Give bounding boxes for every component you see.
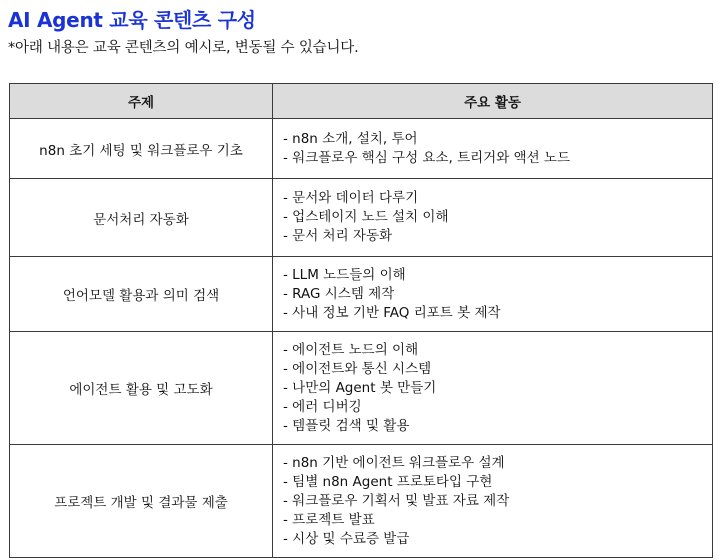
activities-cell	[273, 332, 713, 445]
activities-cell	[273, 179, 713, 257]
activity-item: - 워크플로우 핵심 구성 요소, 트리거와 액션 노드	[283, 149, 570, 166]
table-row	[10, 119, 713, 179]
activity-item: - 프로젝트 발표	[283, 511, 375, 528]
activity-item: - 문서 처리 자동화	[283, 228, 393, 244]
page-title: AI Agent 교육 콘텐츠 구성	[8, 8, 256, 32]
activity-item: - n8n 기반 에이전트 워크플로우 설계	[283, 454, 505, 471]
activity-item: - 사내 정보 기반 FAQ 리포트 봇 제작	[283, 304, 501, 321]
table-row	[10, 332, 713, 445]
activity-item: - 팀별 n8n Agent 프로토타입 구현	[283, 473, 493, 490]
curriculum-table	[9, 83, 713, 558]
disclaimer-note: *아래 내용은 교육 콘텐츠의 예시로, 변동될 수 있습니다.	[8, 40, 359, 56]
column-header-topic: 주제	[10, 84, 273, 119]
activity-item: - 문서와 데이터 다루기	[283, 190, 419, 206]
activities-cell	[273, 119, 713, 179]
column-header-activities: 주요 활동	[273, 84, 713, 119]
table-header-row	[10, 84, 713, 119]
activity-item: - 업스테이지 노드 설치 이해	[283, 209, 449, 225]
activities-cell	[273, 445, 713, 558]
activity-item: - 템플릿 검색 및 활용	[283, 417, 410, 434]
activities-cell	[273, 257, 713, 332]
topic-cell: n8n 초기 세팅 및 워크플로우 기초	[10, 119, 273, 179]
topic-cell: 언어모델 활용과 의미 검색	[10, 257, 273, 332]
activity-item: - 에이전트 노드의 이해	[283, 341, 419, 358]
table-row	[10, 179, 713, 257]
activity-item: - n8n 소개, 설치, 투어	[283, 130, 418, 147]
topic-cell: 문서처리 자동화	[10, 179, 273, 257]
topic-cell: 에이전트 활용 및 고도화	[10, 332, 273, 445]
table-row	[10, 445, 713, 558]
activity-item: - 시상 및 수료증 발급	[283, 530, 410, 547]
activity-item: - 에러 디버깅	[283, 398, 362, 415]
activity-item: - LLM 노드들의 이해	[283, 266, 406, 283]
activity-item: - 에이전트와 통신 시스템	[283, 360, 432, 377]
topic-cell: 프로젝트 개발 및 결과물 제출	[10, 445, 273, 558]
activity-item: - RAG 시스템 제작	[283, 285, 395, 302]
activity-item: - 나만의 Agent 봇 만들기	[283, 379, 437, 396]
activity-item: - 워크플로우 기획서 및 발표 자료 제작	[283, 492, 510, 509]
table-row	[10, 257, 713, 332]
